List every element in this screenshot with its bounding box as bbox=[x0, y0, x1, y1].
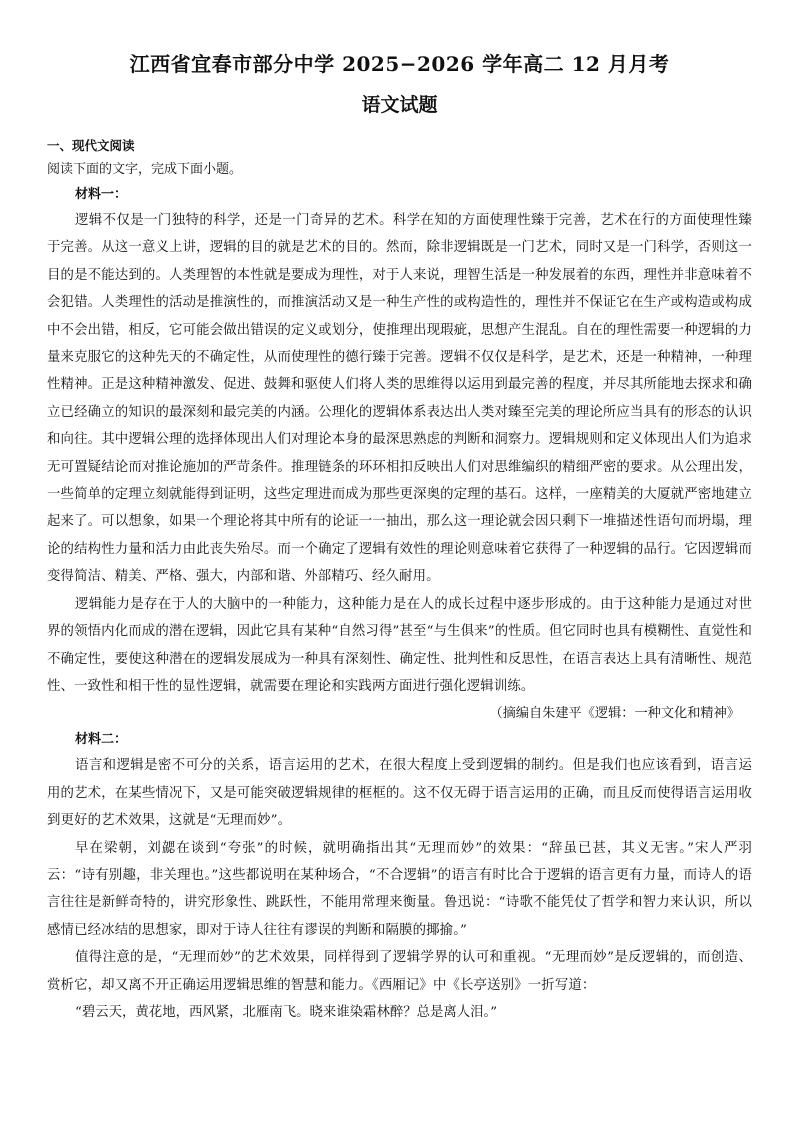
material-2-paragraph: 值得注意的是，“无理而妙”的艺术效果，同样得到了逻辑学界的认可和重视。“无理而妙”是反逻辑的，而创造、赏析它，却又离不开正确运用逻辑思维的智慧和能力。《西厢记》中《长亭送别》一折写道： bbox=[47, 950, 752, 993]
exam-subtitle: 语文试题 bbox=[361, 94, 438, 116]
section-heading: 一、现代文阅读 bbox=[47, 138, 135, 153]
material-1-heading: 材料一： bbox=[75, 187, 128, 202]
poem-quote: “碧云天，黄花地，西风紧，北雁南飞。晓来谁染霜林醉？总是离人泪。” bbox=[75, 1004, 498, 1020]
material-1-paragraph: 逻辑能力是存在于人的大脑中的一种能力，这种能力是在人的成长过程中逐步形成的。由于这种能力是通过对世界的领悟内化而成的潜在逻辑，因此它具有某种“自然习得”甚至“与生俱来”的性质。但它同时也具有模糊性、直觉性和不确定性，要使这种潜在的逻辑发展成为一种具有深刻性、确定性、批判性和反思性，在语言表达上具有清晰性、规范性、一致性和相干性的显性逻辑，就需要在理论和实践两方面进行强化逻辑训练。 bbox=[47, 596, 753, 694]
material-1-source: （摘编自朱建平《逻辑：一种文化和精神》 bbox=[489, 706, 740, 722]
material-2-paragraph: 早在梁朝，刘勰在谈到“夸张”的时候，就明确指出其“无理而妙”的效果：“辞虽已甚，其义无害。”宋人严羽云：“诗有别趣，非关理也。”这些都说明在某种场合，“不合逻辑”的语言有时比合于逻辑的语言更有力量，而诗人的语言往往是新鲜奇特的，讲究形象性、跳跃性，不能用常理来衡量。鲁迅说：“诗歌不能凭仗了哲学和智力来认识，所以感情已经冰结的思想家，即对于诗人往往有谬误的判断和隔膜的揶揄。” bbox=[47, 840, 752, 938]
exam-page bbox=[47, 50, 752, 1026]
instruction-text: 阅读下面的文字，完成下面小题。 bbox=[47, 162, 243, 177]
material-2-paragraph: 语言和逻辑是密不可分的关系，语言运用的艺术，在很大程度上受到逻辑的制约。但是我们也应该看到，语言运用的艺术，在某些情况下，又是可能突破逻辑规律的框框的。这不仅无碍于语言运用的正确，而且反而使得语言运用收到更好的艺术效果，这就是“无理而妙”。 bbox=[47, 758, 752, 829]
exam-title: 江西省宜春市部分中学 2025−2026 学年高二 12 月月考 bbox=[129, 52, 670, 76]
material-2-heading: 材料二： bbox=[75, 732, 128, 748]
material-1-paragraph: 逻辑不仅是一门独特的科学，还是一门奇异的艺术。科学在知的方面使理性臻于完善，艺术在行的方面使理性臻于完善。从这一意义上讲，逻辑的目的就是艺术的目的。然而，除非逻辑既是一门艺术，同时又是一门科学，否则这一目的是不能达到的。人类理智的本性就是要成为理性，对于人来说，理智生活是一种发展着的东西，理性并非意味着不会犯错。人类理性的活动是推演性的，而推演活动又是一种生产性的或构造性的，理性并不保证它在生产或构造或构成中不会出错，相反，它可能会做出错误的定义或划分，使推理出现瑕疵，思想产生混乱。自在的理性需要一种逻辑的力量来克服它的这种先天的不确定性，从而使理性的德行臻于完善。逻辑不仅仅是科学，是艺术，还是一种精神，一种理性精神。正是这种精神激发、促进、鼓舞和驱使人们将人类的思维得以运用到最完善的程度，并尽其所能地去探求和确立已经确立的知识的最深刻和最完美的内涵。公理化的逻辑体系表达出人类对臻至完美的理论所应当具有的形态的认识和向往。其中逻辑公理的选择体现出人们对理论本身的最深思熟虑的判断和洞察力。逻辑规则和定义体现出人们为追求无可置疑结论而对推论施加的严苛条件。推理链条的环环相扣反映出人们对思维编织的精细严密的要求。从公理出发，一些简单的定理立刻就能得到证明，这些定理进而成为那些更深奥的定理的基石。这样，一座精美的大厦就严密地建立起来了。可以想象，如果一个理论将其中所有的论证一一抽出，那么这一理论就会因只剩下一堆描述性语句而坍塌，理论的结构性力量和活力由此丧失殆尽。而一个确定了逻辑有效性的理论则意味着它获得了一种逻辑的品行。它因逻辑而变得简洁、精美、严格、强大，内部和谐、外部精巧、经久耐用。 bbox=[47, 213, 752, 585]
